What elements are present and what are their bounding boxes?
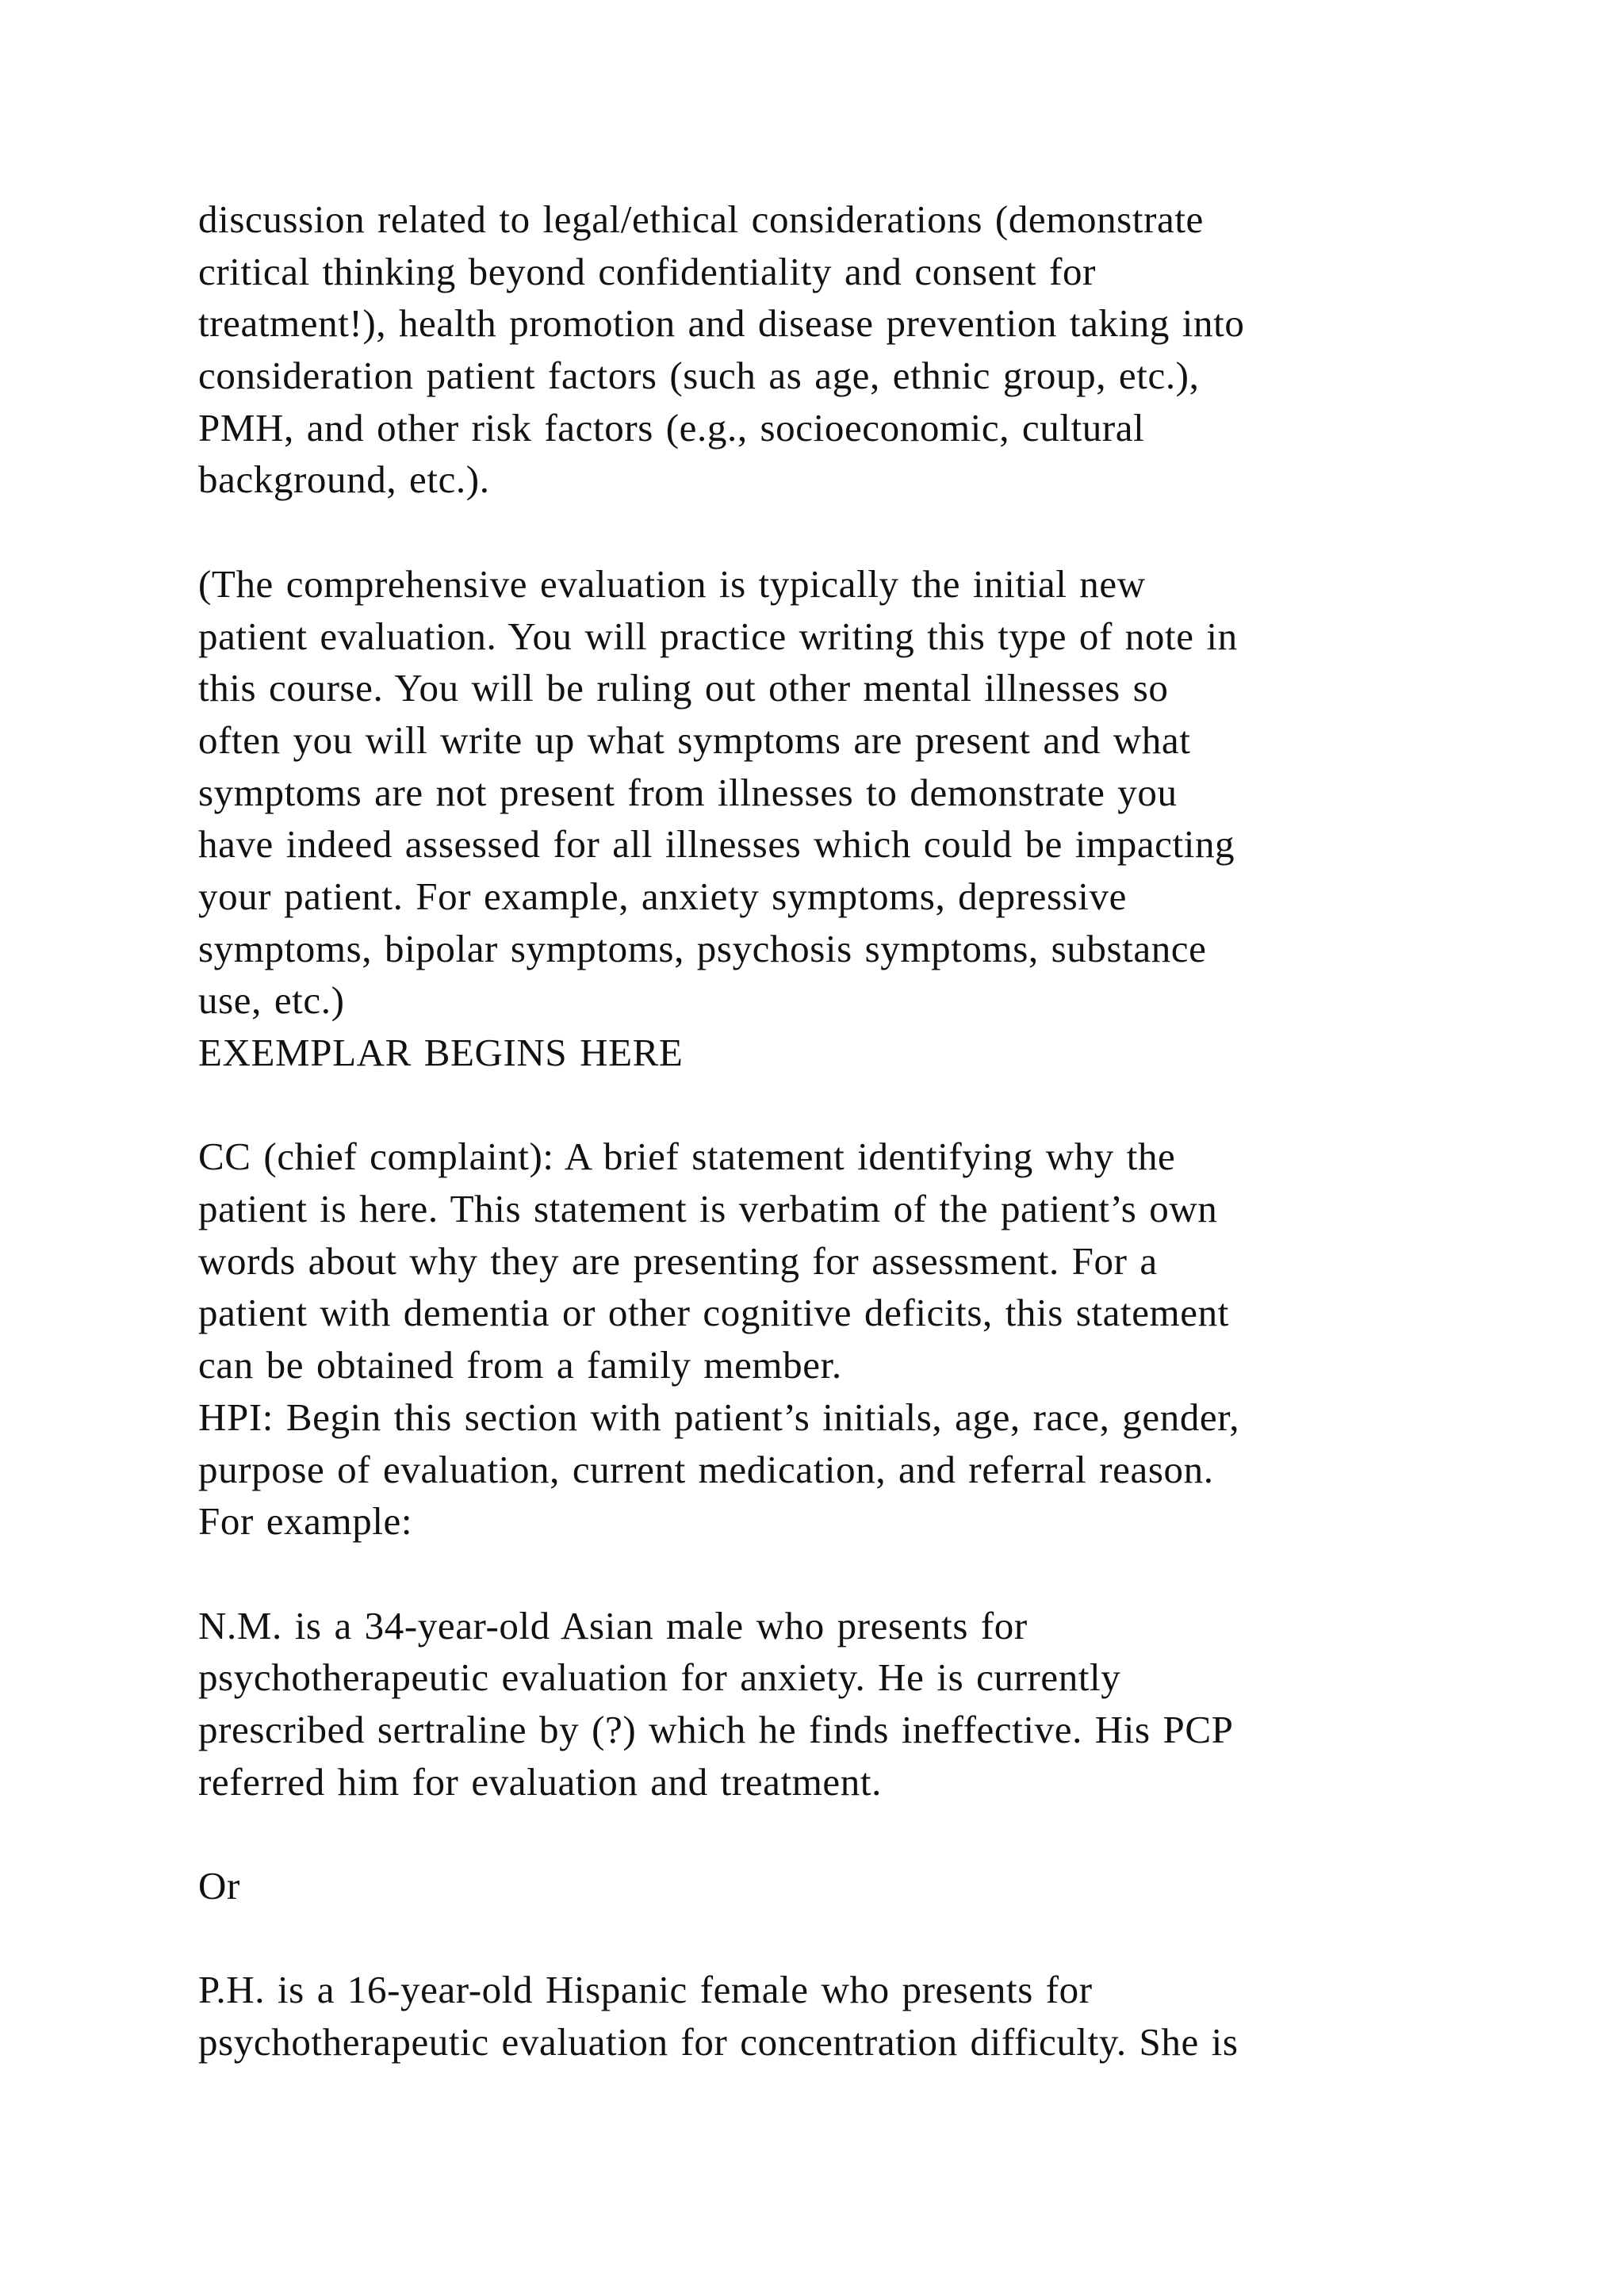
text-line: can be obtained from a family member. xyxy=(198,1343,842,1387)
text-line: PMH, and other risk factors (e.g., socioeconomic, cultural xyxy=(198,405,1145,450)
paragraph-spacer xyxy=(198,1548,1499,1600)
text-line: symptoms, bipolar symptoms, psychosis symptoms, substance xyxy=(198,926,1207,970)
text-line: referred him for evaluation and treatment. xyxy=(198,1759,882,1804)
text-line: have indeed assessed for all illnesses which could be impacting xyxy=(198,822,1235,867)
paragraph-spacer xyxy=(198,1912,1499,1965)
text-line: this course. You will be ruling out other mental illnesses so xyxy=(198,666,1169,710)
text-line: treatment!), health promotion and disease prevention taking into xyxy=(198,301,1245,346)
paragraph-example-nm xyxy=(198,1600,1499,1808)
text-line: discussion related to legal/ethical considerations (demonstrate xyxy=(198,197,1204,241)
text-line: N.M. is a 34-year-old Asian male who presents for xyxy=(198,1603,1028,1647)
paragraph-cc-hpi xyxy=(198,1131,1499,1548)
paragraph-spacer xyxy=(198,506,1499,558)
text-line: psychotherapeutic evaluation for anxiety. He is currently xyxy=(198,1655,1121,1700)
paragraph-spacer xyxy=(198,1079,1499,1131)
exemplar-heading: EXEMPLAR BEGINS HERE xyxy=(198,1031,684,1074)
text-line: CC (chief complaint): A brief statement identifying why the xyxy=(198,1135,1176,1179)
text-line: patient evaluation. You will practice writing this type of note in xyxy=(198,614,1238,658)
text-line: consideration patient factors (such as age, ethnic group, etc.), xyxy=(198,354,1200,398)
text-line: use, etc.) xyxy=(198,978,345,1023)
text-line: patient with dementia or other cognitive deficits, this statement xyxy=(198,1291,1229,1335)
document-body xyxy=(198,193,1499,2068)
text-line: background, etc.). xyxy=(198,457,490,502)
text-line: critical thinking beyond confidentiality and consent for xyxy=(198,249,1097,293)
text-line: HPI: Begin this section with patient’s initials, age, race, gender, xyxy=(198,1395,1240,1439)
paragraph-comprehensive-evaluation xyxy=(198,558,1499,1079)
paragraph-legal-ethical xyxy=(198,193,1499,506)
text-line: prescribed sertraline by (?) which he finds ineffective. His PCP xyxy=(198,1707,1234,1751)
text-line: your patient. For example, anxiety symptoms, depressive xyxy=(198,874,1127,918)
text-line: (The comprehensive evaluation is typically the initial new xyxy=(198,561,1146,606)
text-line: symptoms are not present from illnesses to demonstrate you xyxy=(198,770,1178,814)
text-line: often you will write up what symptoms are present and what xyxy=(198,718,1191,762)
text-line: purpose of evaluation, current medication, and referral reason. xyxy=(198,1447,1214,1491)
text-line: psychotherapeutic evaluation for concentration difficulty. She is xyxy=(198,2020,1239,2064)
text-line: For example: xyxy=(198,1499,413,1544)
paragraph-spacer xyxy=(198,1808,1499,1860)
text-line: Or xyxy=(198,1864,240,1908)
text-line: words about why they are presenting for assessment. For a xyxy=(198,1238,1158,1283)
text-line: patient is here. This statement is verbatim of the patient’s own xyxy=(198,1187,1218,1231)
paragraph-example-ph xyxy=(198,1964,1499,2068)
paragraph-or xyxy=(198,1860,1499,1912)
text-line: P.H. is a 16-year-old Hispanic female who presents for xyxy=(198,1968,1093,2012)
